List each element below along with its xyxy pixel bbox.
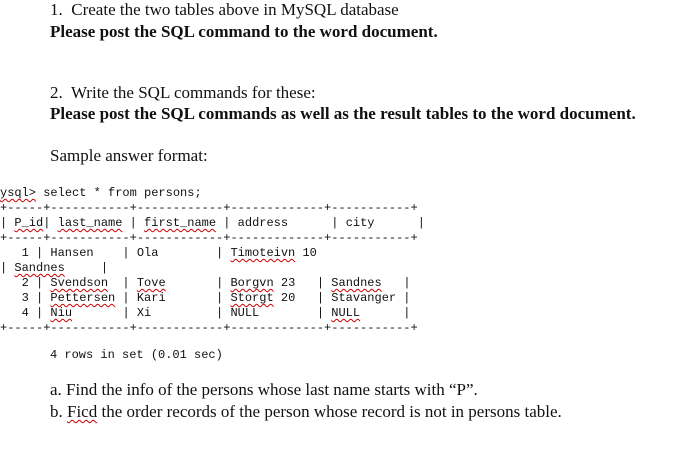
row-2-first-name: Tove <box>136 276 166 290</box>
table-row <box>0 306 411 321</box>
terminal-command-line <box>0 186 202 201</box>
sample-answer-label: Sample answer format: <box>50 146 208 165</box>
header-last-name: last_name <box>57 216 123 230</box>
question-b-prefix: b. <box>50 402 67 421</box>
row-4-last-name: Niu <box>50 306 73 320</box>
header-address: address <box>230 216 289 230</box>
terminal-output <box>0 186 700 336</box>
row-2-sep2: | <box>165 276 231 290</box>
row-3-id: 3 | <box>0 291 51 305</box>
question-1-instruction: Please post the SQL command to the word document. <box>50 22 438 41</box>
table-row-wrap <box>0 261 108 276</box>
row-3-address: Storgt <box>230 291 274 305</box>
table-separator: +-----+-----------+------------+-------------+-----------+ <box>0 321 418 335</box>
row-2-id: 2 | <box>0 276 51 290</box>
terminal-command: select * from persons; <box>36 186 202 200</box>
row-3-sep: | Kari | <box>115 291 231 305</box>
question-2-text: 2. Write the SQL commands for these: <box>50 83 316 102</box>
row-2-address: Borgvn <box>230 276 274 290</box>
row-2-city: Sandnes <box>331 276 382 290</box>
question-b-rest: the order records of the person whose record is not in persons table. <box>97 402 562 421</box>
row-2-address-number: 23 | <box>273 276 332 290</box>
question-b-text <box>50 402 562 422</box>
row-3-last-name: Pettersen <box>50 291 116 305</box>
header-pid: P_id <box>14 216 44 230</box>
row-4-id: 4 | <box>0 306 51 320</box>
rows-in-set-text: 4 rows in set (0.01 sec) <box>50 348 223 362</box>
table-separator: +-----+-----------+------------+-------------+-----------+ <box>0 201 418 215</box>
row-1-wrap-pipe: | <box>0 261 15 275</box>
row-1-address: Timoteivn <box>230 246 296 260</box>
row-2-end: | <box>381 276 411 290</box>
row-2-last-name: Svendson <box>50 276 109 290</box>
row-4-city: NULL <box>331 306 361 320</box>
header-city: city <box>338 216 375 230</box>
table-header-row: | P_id| last_name | first_name | address | city | <box>0 216 425 230</box>
table-row <box>0 276 411 291</box>
row-1-cells: 1 | Hansen | Ola | <box>0 246 231 260</box>
question-1-text: 1. Create the two tables above in MySQL database <box>50 0 399 19</box>
table-row <box>0 291 411 306</box>
row-4-end: | <box>360 306 411 320</box>
table-row <box>0 246 317 261</box>
row-3-rest: 20 | Stavanger | <box>273 291 411 305</box>
question-a-text: a. Find the info of the persons whose last name starts with “P”. <box>50 380 478 399</box>
table-separator: +-----+-----------+------------+-------------+-----------+ <box>0 231 418 245</box>
header-first-name: first_name <box>144 216 217 230</box>
question-2-instruction: Please post the SQL commands as well as the result tables to the word document. <box>50 104 636 123</box>
row-2-sep: | <box>108 276 137 290</box>
row-4-sep: | Xi | NULL | <box>72 306 332 320</box>
row-1-city: Sandnes <box>14 261 65 275</box>
question-b-typo: Ficd <box>67 402 98 421</box>
row-1-address-number: 10 <box>295 246 317 260</box>
terminal-prompt: ysql> <box>0 186 37 200</box>
row-1-wrap-end: | <box>64 261 109 275</box>
